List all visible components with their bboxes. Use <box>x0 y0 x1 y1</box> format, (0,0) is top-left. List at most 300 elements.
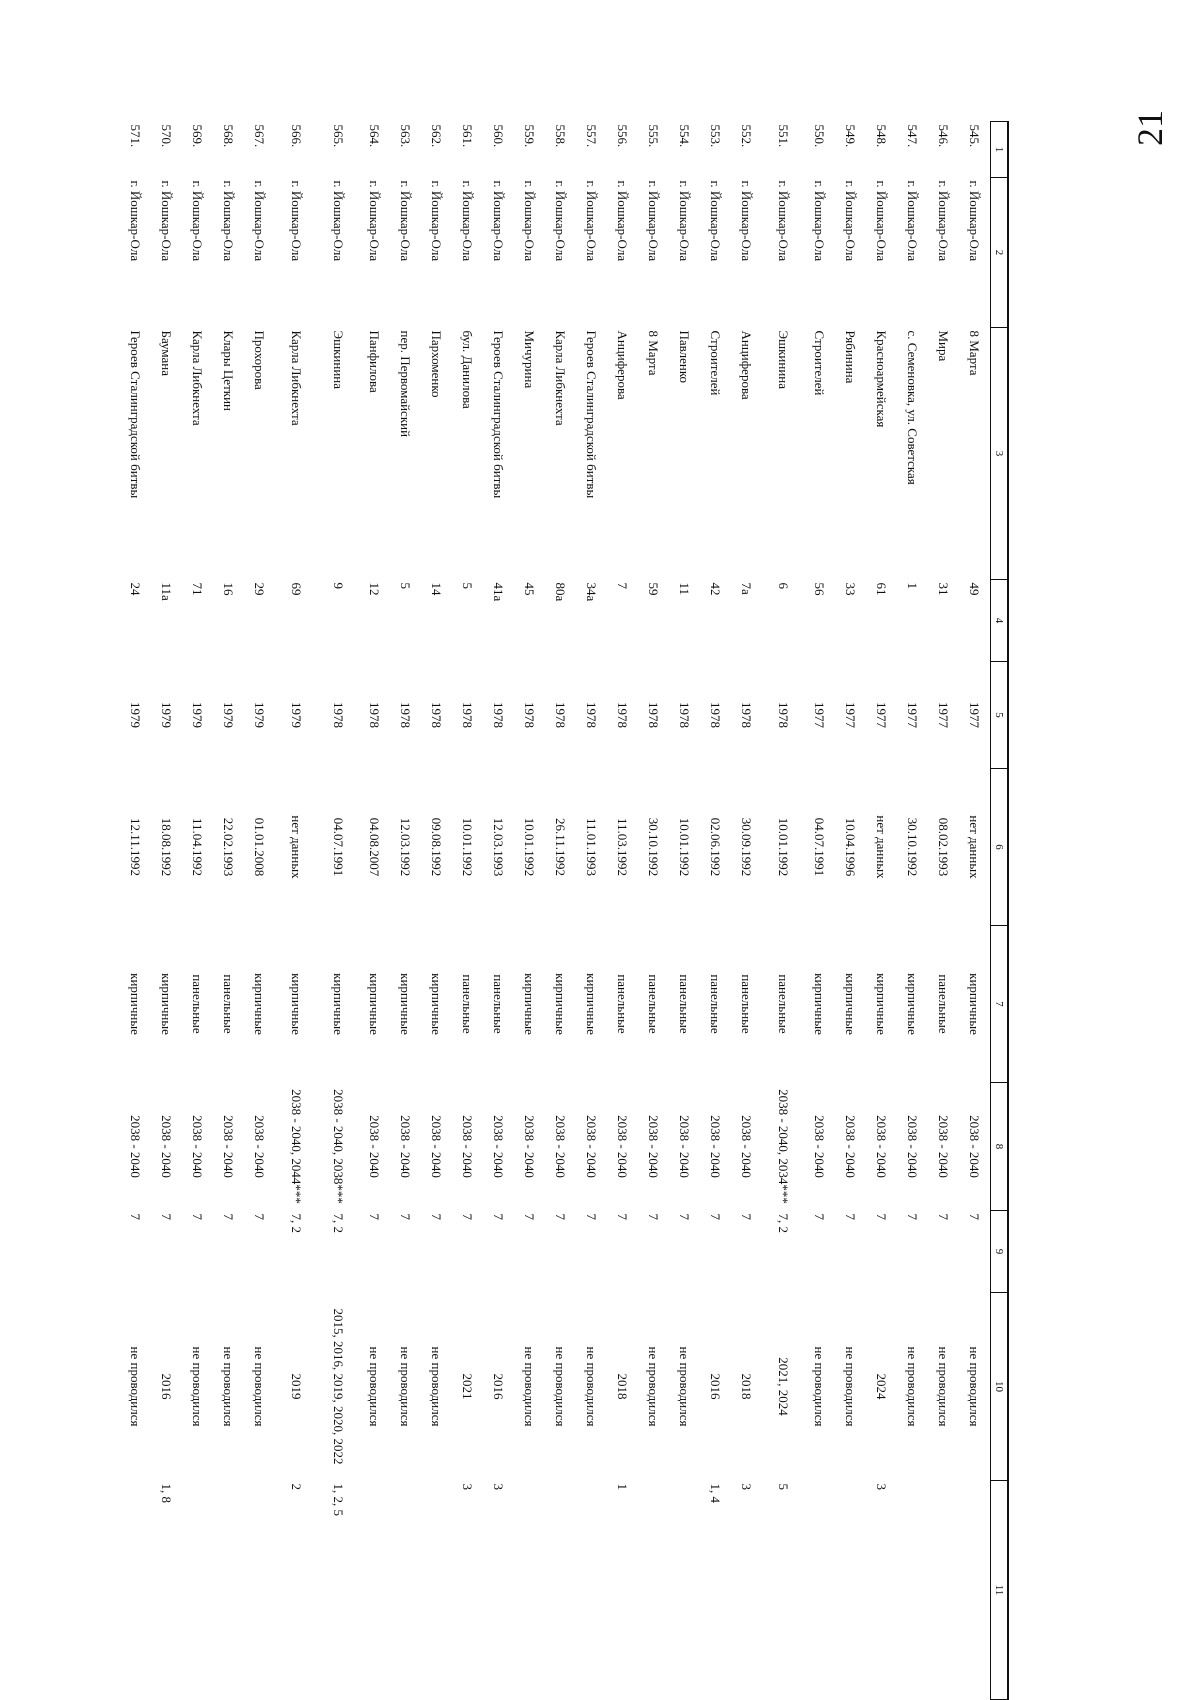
table-row <box>276 122 318 1700</box>
wall-material-cell: панельные <box>615 974 631 1034</box>
city-cell: г. Йошкар-Ола <box>367 180 383 262</box>
wall-material-cell: панельные <box>190 974 206 1034</box>
city-cell: г. Йошкар-Ола <box>398 180 414 262</box>
street-cell: Карла Либкнехта <box>553 330 569 426</box>
last-repair-cell: не проводился <box>677 1346 693 1427</box>
row-number-cell: 547. <box>905 124 921 148</box>
service-code-cell: 7 <box>522 1213 538 1220</box>
wall-material-cell: панельные <box>739 974 755 1034</box>
table-row <box>360 122 391 1700</box>
date-cell: 12.03.1993 <box>491 817 507 877</box>
build-year-cell: 1978 <box>460 702 476 728</box>
build-year-cell: 1979 <box>159 702 175 728</box>
note-cell <box>577 1481 608 1700</box>
wall-material-cell: кирпичные <box>252 973 268 1035</box>
service-code-cell: 7 <box>677 1213 693 1220</box>
note-cell: 1, 2, 5 <box>331 1483 346 1516</box>
build-year-cell: 1978 <box>776 702 791 728</box>
table-row <box>214 122 245 1700</box>
street-cell: Строителей <box>812 330 828 396</box>
street-cell: Героев Сталинградской битвы <box>128 330 144 499</box>
row-number-cell: 564. <box>367 124 383 148</box>
date-cell: 10.01.1992 <box>776 817 791 877</box>
service-code-cell: 7 <box>936 1213 952 1220</box>
house-number-cell: 16 <box>221 582 237 596</box>
date-cell: 12.03.1992 <box>398 817 414 877</box>
city-cell: г. Йошкар-Ола <box>615 180 631 262</box>
street-cell: Героев Сталинградской битвы <box>491 330 507 499</box>
city-cell: г. Йошкар-Ола <box>522 180 538 262</box>
column-header: 4 <box>991 580 1009 662</box>
planned-period-cell: 2038 - 2040 <box>367 1115 383 1178</box>
row-number-cell: 567. <box>252 124 268 148</box>
last-repair-cell: не проводился <box>646 1346 662 1427</box>
build-year-cell: 1978 <box>367 702 383 728</box>
wall-material-cell: панельные <box>221 974 237 1034</box>
build-year-cell: 1977 <box>967 702 983 728</box>
house-number-cell: 80а <box>553 582 569 602</box>
note-cell <box>670 1481 701 1700</box>
date-cell: 18.08.1992 <box>159 817 175 877</box>
last-repair-cell: не проводился <box>812 1346 828 1427</box>
city-cell: г. Йошкар-Ола <box>289 180 304 262</box>
last-repair-cell: не проводился <box>128 1346 144 1427</box>
note-cell <box>515 1481 546 1700</box>
row-number-cell: 559. <box>522 124 538 148</box>
row-number-cell: 558. <box>553 124 569 148</box>
register-table <box>121 121 1010 1700</box>
house-number-cell: 29 <box>252 582 268 596</box>
wall-material-cell: кирпичные <box>967 973 983 1035</box>
house-number-cell: 24 <box>128 582 144 596</box>
planned-period-cell: 2038 - 2040 <box>646 1115 662 1178</box>
service-code-cell: 7 <box>646 1213 662 1220</box>
row-number-cell: 561. <box>460 124 476 148</box>
build-year-cell: 1979 <box>128 702 144 728</box>
last-repair-cell: не проводился <box>936 1346 952 1427</box>
note-cell <box>422 1481 453 1700</box>
planned-period-cell: 2038 - 2040, 2034*** <box>776 1089 791 1204</box>
table-row <box>484 122 515 1700</box>
house-number-cell: 11а <box>159 582 175 601</box>
note-cell: 3 <box>491 1483 507 1490</box>
service-code-cell: 7 <box>843 1213 859 1220</box>
table-row <box>639 122 670 1700</box>
city-cell: г. Йошкар-Ола <box>331 180 346 262</box>
wall-material-cell: панельные <box>776 974 791 1034</box>
table-row <box>453 122 484 1700</box>
build-year-cell: 1977 <box>905 702 921 728</box>
table-row <box>732 122 763 1700</box>
last-repair-cell: не проводился <box>398 1346 414 1427</box>
note-cell: 2 <box>289 1483 304 1490</box>
service-code-cell: 7 <box>739 1213 755 1220</box>
table-row <box>701 122 732 1700</box>
city-cell: г. Йошкар-Ола <box>843 180 859 262</box>
street-cell: Панфилова <box>367 330 383 393</box>
build-year-cell: 1979 <box>190 702 206 728</box>
city-cell: г. Йошкар-Ола <box>905 180 921 262</box>
table-row <box>546 122 577 1700</box>
last-repair-cell: 2018 <box>615 1373 631 1400</box>
city-cell: г. Йошкар-Ола <box>584 180 600 262</box>
planned-period-cell: 2038 - 2040 <box>553 1115 569 1178</box>
date-cell: 10.04.1996 <box>843 817 859 877</box>
note-cell <box>391 1481 422 1700</box>
row-number-cell: 554. <box>677 124 693 148</box>
note-cell: 3 <box>874 1483 890 1490</box>
planned-period-cell: 2038 - 2040 <box>874 1115 890 1178</box>
column-header: 8 <box>991 1083 1009 1211</box>
build-year-cell: 1978 <box>677 702 693 728</box>
note-cell: 1, 4 <box>708 1483 724 1503</box>
house-number-cell: 61 <box>874 582 890 596</box>
service-code-cell: 7, 2 <box>331 1213 346 1233</box>
row-number-cell: 555. <box>646 124 662 148</box>
row-number-cell: 556. <box>615 124 631 148</box>
column-number-row <box>991 122 1009 1700</box>
wall-material-cell: панельные <box>677 974 693 1034</box>
row-number-cell: 546. <box>936 124 952 148</box>
column-header: 5 <box>991 662 1009 769</box>
city-cell: г. Йошкар-Ола <box>460 180 476 262</box>
row-number-cell: 548. <box>874 124 890 148</box>
street-cell: Красноармейская <box>874 330 890 428</box>
city-cell: г. Йошкар-Ола <box>128 180 144 262</box>
city-cell: г. Йошкар-Ола <box>708 180 724 262</box>
house-number-cell: 9 <box>331 582 346 589</box>
city-cell: г. Йошкар-Ола <box>491 180 507 262</box>
planned-period-cell: 2038 - 2040 <box>967 1115 983 1178</box>
column-header: 2 <box>991 178 1009 328</box>
house-number-cell: 31 <box>936 582 952 596</box>
date-cell: 04.08.2007 <box>367 817 383 877</box>
table-row <box>836 122 867 1700</box>
row-number-cell: 565. <box>331 124 346 148</box>
date-cell: 26.11.1992 <box>553 817 569 877</box>
table-row <box>670 122 701 1700</box>
table-row <box>805 122 836 1700</box>
page-number: 21 <box>1130 110 1170 146</box>
last-repair-cell: не проводился <box>967 1346 983 1427</box>
planned-period-cell: 2038 - 2040 <box>190 1115 206 1178</box>
last-repair-cell: не проводился <box>843 1346 859 1427</box>
date-cell: 11.03.1992 <box>615 817 631 877</box>
wall-material-cell: кирпичные <box>874 973 890 1035</box>
note-cell: 1 <box>615 1483 631 1490</box>
last-repair-cell: 2015, 2016, 2019, 2020, 2022 <box>331 1308 346 1465</box>
street-cell: бул. Данилова <box>460 330 476 409</box>
date-cell: 22.02.1993 <box>221 817 237 877</box>
city-cell: г. Йошкар-Ола <box>874 180 890 262</box>
date-cell: 08.02.1993 <box>936 817 952 877</box>
street-cell: Эшкинина <box>776 330 791 390</box>
build-year-cell: 1977 <box>812 702 828 728</box>
service-code-cell: 7 <box>367 1213 383 1220</box>
date-cell: 01.01.2008 <box>252 817 268 877</box>
build-year-cell: 1979 <box>221 702 237 728</box>
house-number-cell: 5 <box>398 582 414 589</box>
street-cell: Анциферова <box>739 330 755 400</box>
column-header: 1 <box>991 122 1009 178</box>
row-number-cell: 560. <box>491 124 507 148</box>
planned-period-cell: 2038 - 2040 <box>812 1115 828 1178</box>
row-number-cell: 553. <box>708 124 724 148</box>
table-row <box>152 122 183 1700</box>
last-repair-cell: 2021, 2024 <box>776 1357 791 1416</box>
build-year-cell: 1978 <box>331 702 346 728</box>
note-cell: 3 <box>739 1483 755 1490</box>
planned-period-cell: 2038 - 2040 <box>128 1115 144 1178</box>
build-year-cell: 1978 <box>522 702 538 728</box>
house-number-cell: 7 <box>615 582 631 589</box>
planned-period-cell: 2038 - 2040 <box>252 1115 268 1178</box>
table-row <box>422 122 453 1700</box>
table-row <box>391 122 422 1700</box>
wall-material-cell: кирпичные <box>905 973 921 1035</box>
city-cell: г. Йошкар-Ола <box>646 180 662 262</box>
city-cell: г. Йошкар-Ола <box>936 180 952 262</box>
service-code-cell: 7 <box>615 1213 631 1220</box>
city-cell: г. Йошкар-Ола <box>159 180 175 262</box>
last-repair-cell: не проводился <box>221 1346 237 1427</box>
build-year-cell: 1979 <box>289 702 304 728</box>
planned-period-cell: 2038 - 2040 <box>221 1115 237 1178</box>
wall-material-cell: кирпичные <box>367 973 383 1035</box>
house-number-cell: 5 <box>460 582 476 589</box>
service-code-cell: 7 <box>584 1213 600 1220</box>
house-number-cell: 71 <box>190 582 206 596</box>
table-row <box>515 122 546 1700</box>
street-cell: Пархоменко <box>429 330 445 398</box>
wall-material-cell: кирпичные <box>522 973 538 1035</box>
wall-material-cell: кирпичные <box>159 973 175 1035</box>
note-cell <box>929 1481 960 1700</box>
service-code-cell: 7, 2 <box>289 1213 304 1233</box>
last-repair-cell: 2016 <box>491 1373 507 1400</box>
house-number-cell: 1 <box>905 582 921 589</box>
service-code-cell: 7 <box>491 1213 507 1220</box>
planned-period-cell: 2038 - 2040 <box>739 1115 755 1178</box>
house-number-cell: 34а <box>584 582 600 602</box>
note-cell: 1, 8 <box>159 1483 175 1503</box>
wall-material-cell: кирпичные <box>584 973 600 1035</box>
house-number-cell: 14 <box>429 582 445 596</box>
column-header: 10 <box>991 1293 1009 1481</box>
note-cell <box>898 1481 929 1700</box>
street-cell: Баумана <box>159 330 175 377</box>
build-year-cell: 1978 <box>708 702 724 728</box>
build-year-cell: 1978 <box>429 702 445 728</box>
last-repair-cell: не проводился <box>553 1346 569 1427</box>
date-cell: 10.01.1992 <box>677 817 693 877</box>
note-cell <box>960 1481 991 1700</box>
column-header: 11 <box>991 1481 1009 1700</box>
note-cell <box>214 1481 245 1700</box>
table-row <box>577 122 608 1700</box>
planned-period-cell: 2038 - 2040, 2038*** <box>331 1089 346 1204</box>
note-cell <box>805 1481 836 1700</box>
street-cell: Мичурина <box>522 330 538 389</box>
city-cell: г. Йошкар-Ола <box>190 180 206 262</box>
wall-material-cell: кирпичные <box>289 973 304 1035</box>
last-repair-cell: 2019 <box>289 1373 304 1400</box>
row-number-cell: 566. <box>289 124 304 148</box>
wall-material-cell: кирпичные <box>429 973 445 1035</box>
service-code-cell: 7 <box>905 1213 921 1220</box>
service-code-cell: 7 <box>874 1213 890 1220</box>
row-number-cell: 563. <box>398 124 414 148</box>
house-number-cell: 59 <box>646 582 662 596</box>
date-cell: 10.01.1992 <box>460 817 476 877</box>
city-cell: г. Йошкар-Ола <box>677 180 693 262</box>
service-code-cell: 7 <box>812 1213 828 1220</box>
planned-period-cell: 2038 - 2040 <box>615 1115 631 1178</box>
last-repair-cell: не проводился <box>252 1346 268 1427</box>
street-cell: Мира <box>936 330 952 362</box>
build-year-cell: 1978 <box>553 702 569 728</box>
last-repair-cell: 2021 <box>460 1373 476 1400</box>
wall-material-cell: кирпичные <box>128 973 144 1035</box>
service-code-cell: 7 <box>429 1213 445 1220</box>
street-cell: Прохорова <box>252 330 268 390</box>
city-cell: г. Йошкар-Ола <box>776 180 791 262</box>
note-cell <box>245 1481 276 1700</box>
planned-period-cell: 2038 - 2040 <box>491 1115 507 1178</box>
note-cell <box>546 1481 577 1700</box>
table-row <box>898 122 929 1700</box>
row-number-cell: 550. <box>812 124 828 148</box>
table-row <box>318 122 360 1700</box>
column-header: 3 <box>991 328 1009 580</box>
planned-period-cell: 2038 - 2040 <box>460 1115 476 1178</box>
service-code-cell: 7 <box>967 1213 983 1220</box>
house-number-cell: 41а <box>491 582 507 602</box>
service-code-cell: 7 <box>553 1213 569 1220</box>
city-cell: г. Йошкар-Ола <box>739 180 755 262</box>
planned-period-cell: 2038 - 2040 <box>584 1115 600 1178</box>
house-number-cell: 42 <box>708 582 724 596</box>
city-cell: г. Йошкар-Ола <box>252 180 268 262</box>
wall-material-cell: панельные <box>708 974 724 1034</box>
table-row <box>121 122 152 1700</box>
last-repair-cell: не проводился <box>584 1346 600 1427</box>
street-cell: Героев Сталинградской битвы <box>584 330 600 499</box>
house-number-cell: 12 <box>367 582 383 596</box>
planned-period-cell: 2038 - 2040 <box>708 1115 724 1178</box>
note-cell <box>360 1481 391 1700</box>
note-cell <box>183 1481 214 1700</box>
wall-material-cell: кирпичные <box>812 973 828 1035</box>
row-number-cell: 549. <box>843 124 859 148</box>
note-cell <box>836 1481 867 1700</box>
date-cell: 30.10.1992 <box>646 817 662 877</box>
table-row <box>763 122 805 1700</box>
street-cell: 8 Марта <box>967 330 983 376</box>
date-cell: 30.09.1992 <box>739 817 755 877</box>
service-code-cell: 7 <box>128 1213 144 1220</box>
date-cell: 30.10.1992 <box>905 817 921 877</box>
planned-period-cell: 2038 - 2040 <box>843 1115 859 1178</box>
date-cell: 02.06.1992 <box>708 817 724 877</box>
planned-period-cell: 2038 - 2040 <box>677 1115 693 1178</box>
row-number-cell: 562. <box>429 124 445 148</box>
wall-material-cell: панельные <box>460 974 476 1034</box>
planned-period-cell: 2038 - 2040 <box>429 1115 445 1178</box>
service-code-cell: 7 <box>252 1213 268 1220</box>
street-cell: пер. Первомайский <box>398 330 414 438</box>
planned-period-cell: 2038 - 2040 <box>522 1115 538 1178</box>
city-cell: г. Йошкар-Ола <box>221 180 237 262</box>
table-row <box>245 122 276 1700</box>
table-row <box>608 122 639 1700</box>
wall-material-cell: кирпичные <box>331 973 346 1035</box>
row-number-cell: 557. <box>584 124 600 148</box>
service-code-cell: 7 <box>221 1213 237 1220</box>
date-cell: 10.01.1992 <box>522 817 538 877</box>
wall-material-cell: панельные <box>646 974 662 1034</box>
wall-material-cell: панельные <box>936 974 952 1034</box>
house-number-cell: 49 <box>967 582 983 596</box>
last-repair-cell: не проводился <box>367 1346 383 1427</box>
house-number-cell: 69 <box>289 582 304 596</box>
street-cell: Анциферова <box>615 330 631 400</box>
street-cell: с. Семеновка, ул. Советская <box>905 330 921 485</box>
column-header: 6 <box>991 769 1009 926</box>
last-repair-cell: 2024 <box>874 1373 890 1400</box>
service-code-cell: 7 <box>159 1213 175 1220</box>
service-code-cell: 7 <box>708 1213 724 1220</box>
date-cell: 12.11.1992 <box>128 817 144 877</box>
house-number-cell: 33 <box>843 582 859 596</box>
service-code-cell: 7, 2 <box>776 1213 791 1233</box>
date-cell: 09.08.1992 <box>429 817 445 877</box>
build-year-cell: 1978 <box>615 702 631 728</box>
table-row <box>183 122 214 1700</box>
note-cell: 3 <box>460 1483 476 1490</box>
planned-period-cell: 2038 - 2040 <box>905 1115 921 1178</box>
build-year-cell: 1977 <box>874 702 890 728</box>
city-cell: г. Йошкар-Ола <box>429 180 445 262</box>
house-number-cell: 56 <box>812 582 828 596</box>
service-code-cell: 7 <box>190 1213 206 1220</box>
last-repair-cell: 2018 <box>739 1373 755 1400</box>
table-body <box>121 122 991 1700</box>
row-number-cell: 552. <box>739 124 755 148</box>
last-repair-cell: 2016 <box>159 1373 175 1400</box>
build-year-cell: 1977 <box>936 702 952 728</box>
wall-material-cell: панельные <box>491 974 507 1034</box>
table-row <box>929 122 960 1700</box>
row-number-cell: 551. <box>776 124 791 148</box>
column-header: 9 <box>991 1211 1009 1293</box>
house-number-cell: 11 <box>677 582 693 596</box>
house-number-cell: 7а <box>739 582 755 595</box>
planned-period-cell: 2038 - 2040 <box>398 1115 414 1178</box>
note-cell: 5 <box>776 1483 791 1490</box>
row-number-cell: 570. <box>159 124 175 148</box>
street-cell: Строителей <box>708 330 724 396</box>
street-cell: 8 Марта <box>646 330 662 376</box>
service-code-cell: 7 <box>398 1213 414 1220</box>
date-cell: нет данных <box>289 815 304 879</box>
street-cell: Карла Либкнехта <box>289 330 304 426</box>
planned-period-cell: 2038 - 2040 <box>936 1115 952 1178</box>
wall-material-cell: кирпичные <box>553 973 569 1035</box>
city-cell: г. Йошкар-Ола <box>967 180 983 262</box>
last-repair-cell: не проводился <box>190 1346 206 1427</box>
last-repair-cell: не проводился <box>522 1346 538 1427</box>
